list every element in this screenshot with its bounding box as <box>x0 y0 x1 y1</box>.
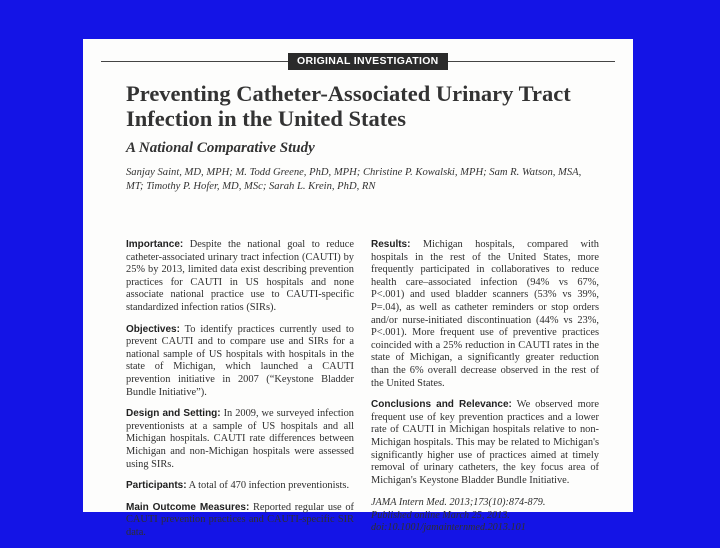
importance-text: Despite the national goal to reduce catheter-associated urinary tract infection (CAUTI) by 25% by 2013, limited data exist describing prevention practices for CAUTI in US hospitals and none associate national practice use to CAUTI-specific standardized infection ratios (SIRs). <box>126 239 354 313</box>
objectives-section <box>126 324 354 400</box>
participants-text: A total of 470 infection preventionists. <box>186 480 350 492</box>
importance-section <box>126 239 354 315</box>
citation-published: Published online March 25, 2013. <box>371 509 510 521</box>
conclusions-section <box>371 399 599 487</box>
participants-heading: Participants: <box>126 480 187 492</box>
objectives-text: To identify practices currently used to prevent CAUTI and to compare use and SIRs for a national sample of US hospitals with hospitals in the state of Michigan, which launched a CAUTI prevention initiative in 2007 (“Keystone Bladder Bundle Initiative”). <box>126 323 354 398</box>
citation-block <box>371 497 599 535</box>
outcome-heading: Main Outcome Measures: <box>126 501 250 513</box>
design-section <box>126 408 354 471</box>
article-subtitle: A National Comparative Study <box>126 140 315 156</box>
participants-section <box>126 480 354 493</box>
outcome-section <box>126 502 354 540</box>
article-title: Preventing Catheter-Associated Urinary Tract Infection in the United States <box>126 81 571 131</box>
citation-doi[interactable]: doi:10.1001/jamainternmed.2013.101 <box>371 522 526 534</box>
importance-heading: Importance: <box>126 239 184 250</box>
design-heading: Design and Setting: <box>126 408 221 420</box>
conclusions-text: We observed more frequent use of key prevention practices and a lower rate of CAUTI in Michigan hospitals relative to non-Michigan hospitals. This may be related to Michigan's significantly higher use of practices aimed at timely removal of urinary catheters, the key focus area of Michigan's Keystone Bladder Bundle Initiative. <box>371 399 599 486</box>
citation-journal: JAMA Intern Med. 2013;173(10):874-879. <box>371 497 546 509</box>
abstract-left-column <box>126 239 354 548</box>
outcome-text: Reported regular use of CAUTI prevention practices and CAUTI-specific SIR data. <box>126 501 354 538</box>
results-section <box>371 239 599 390</box>
conclusions-heading: Conclusions and Relevance: <box>371 399 512 411</box>
section-badge: ORIGINAL INVESTIGATION <box>288 53 448 70</box>
abstract-right-column <box>371 239 599 535</box>
design-text: In 2009, we surveyed infection preventionists at a sample of US hospitals and all Michigan hospitals. CAUTI rate differences between Michigan and non-Michigan hospitals were assessed using SIRs. <box>126 408 354 470</box>
results-text: Michigan hospitals, compared with hospitals in the rest of the United States, more frequently participated in collaboratives to reduce health care–associated infection (94% vs 67%, P<.001) and used bladder scanners (53% vs 39%, P=.04), as well as catheter reminders or stop orders and/or nurse-initiated discontinuation (44% vs 23%, P<.001). More frequent use of preventive practices coincided with a 25% reduction in CAUTI rates in the state of Michigan, a significantly greater reduction than the 6% overall decrease observed in the rest of the United States. <box>371 239 599 389</box>
article-page <box>83 39 633 538</box>
author-list: Sanjay Saint, MD, MPH; M. Todd Greene, PhD, MPH; Christine P. Kowalski, MPH; Sam R. Watson, MSA, MT; Timothy P. Hofer, MD, MSc; Sarah L. Krein, PhD, RN <box>126 167 582 192</box>
results-heading: Results: <box>371 239 411 250</box>
objectives-heading: Objectives: <box>126 323 180 335</box>
